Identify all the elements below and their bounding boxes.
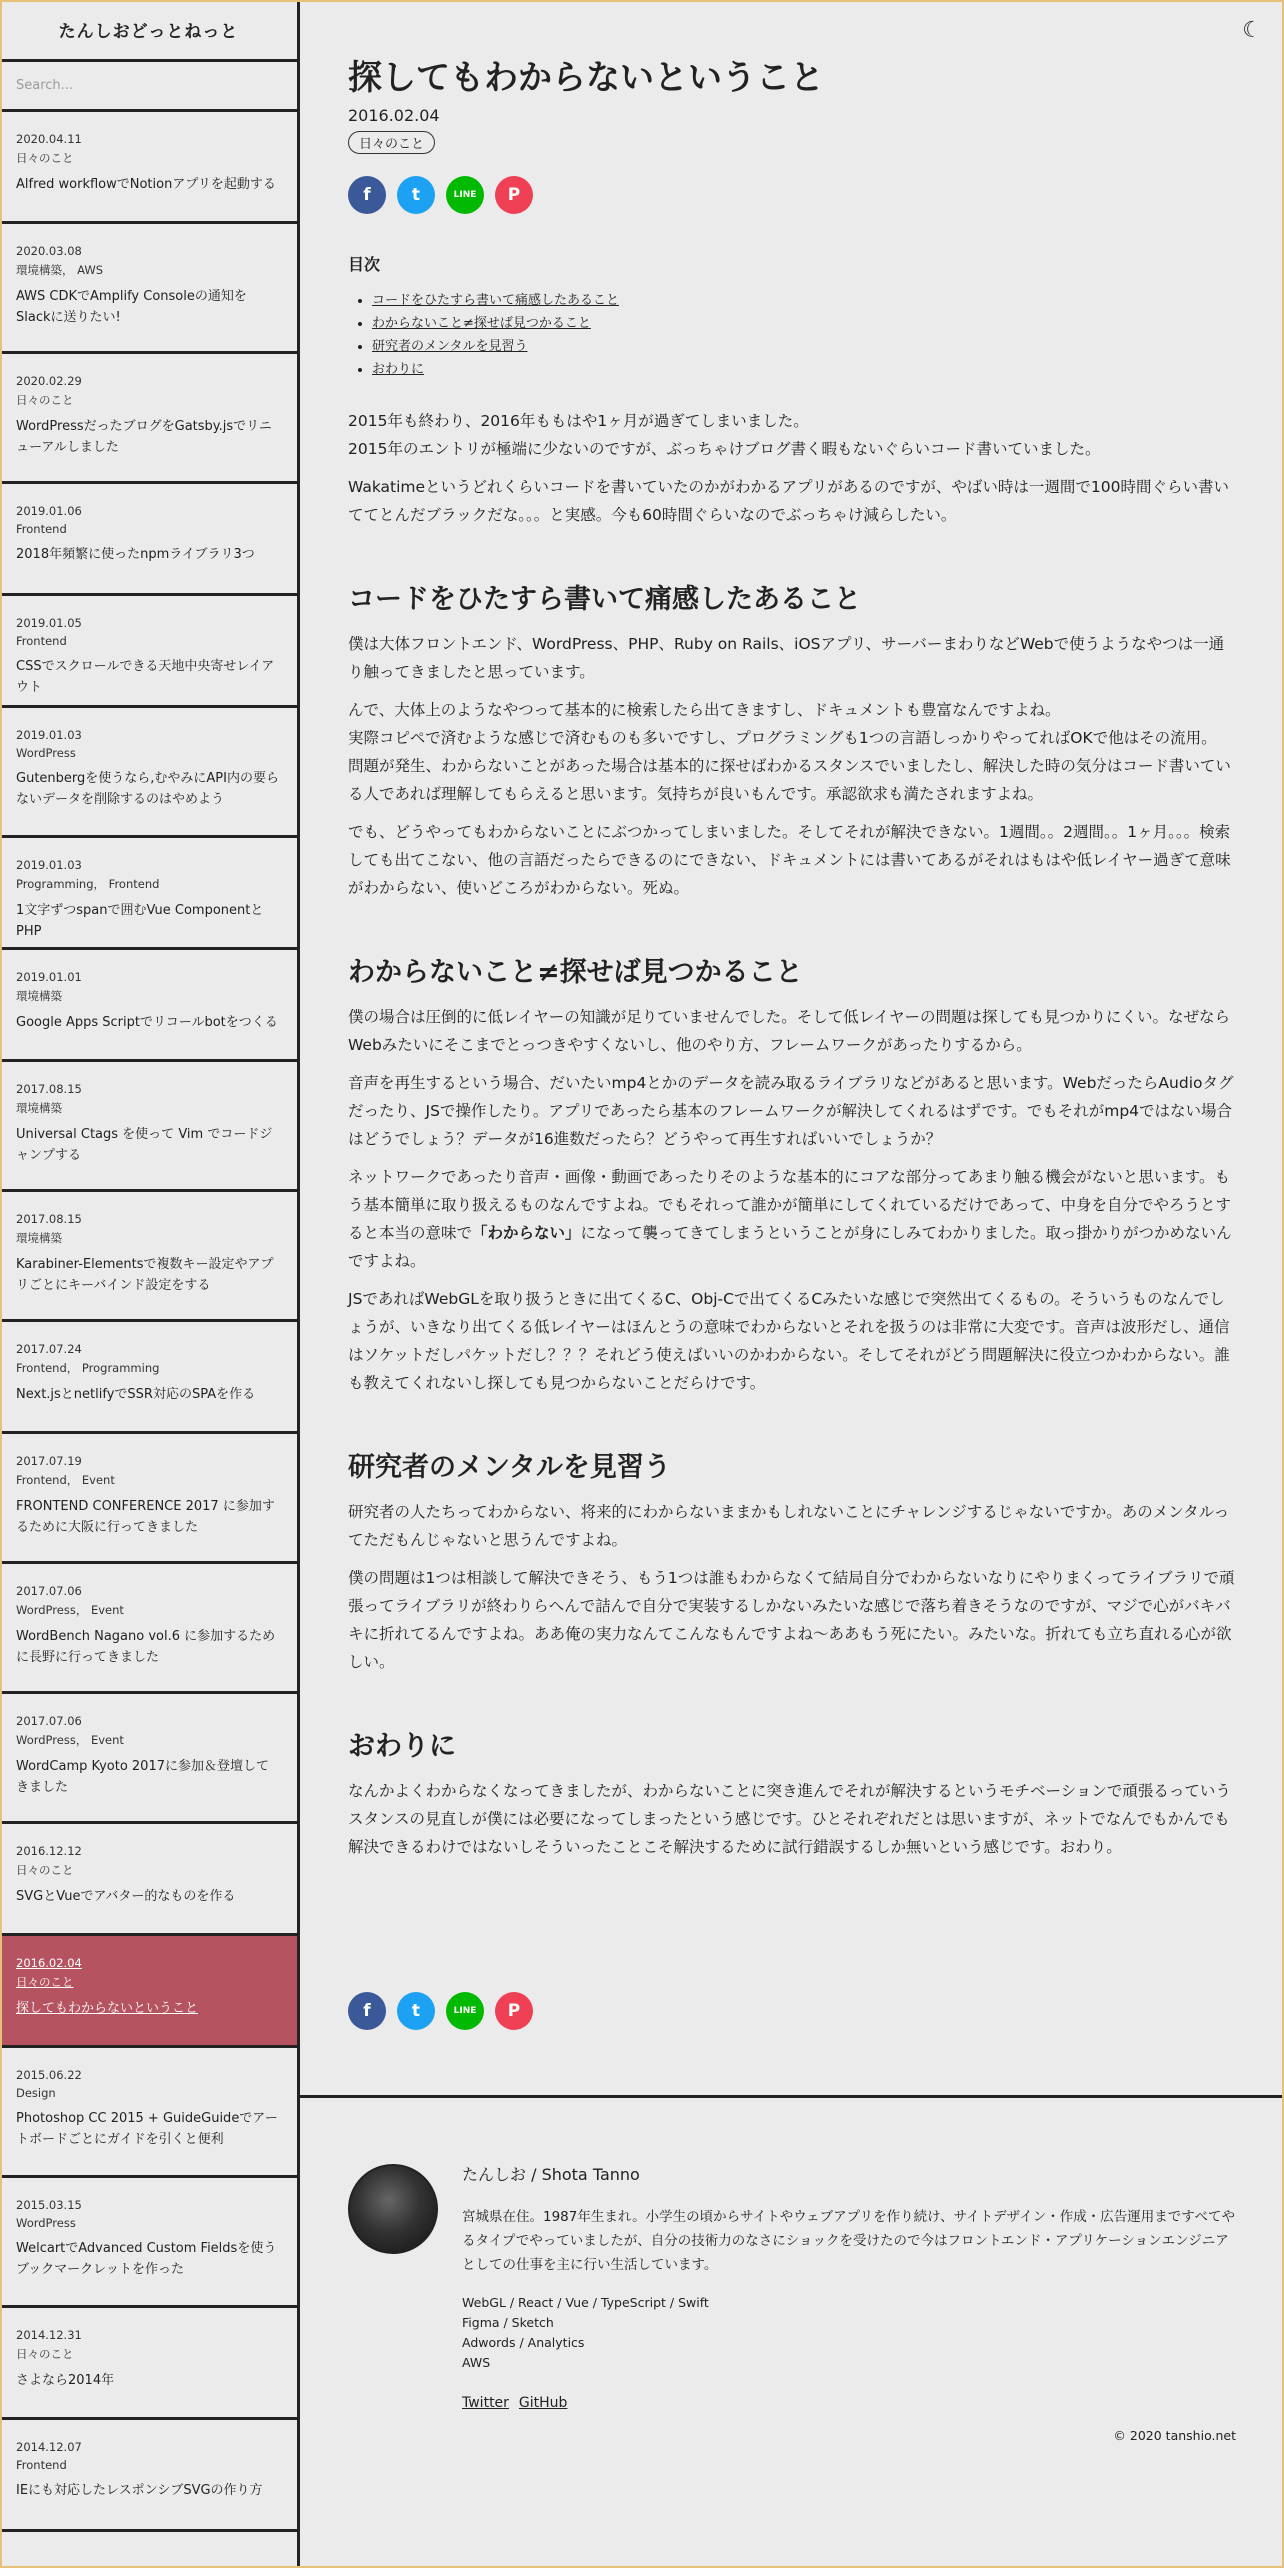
post-title: IEにも対応したレスポンシブSVGの作り方 <box>16 2483 263 2498</box>
post-date: 2019.01.06 <box>16 504 82 518</box>
moon-icon[interactable]: ☾ <box>1242 18 1262 43</box>
search-input[interactable] <box>16 78 281 93</box>
post-category: WordPress <box>16 746 76 760</box>
post-category: Frontend， Event <box>16 1473 115 1487</box>
post-category: 日々のこと <box>16 2347 74 2361</box>
share-buttons-bottom <box>348 1992 533 2030</box>
sidebar-post-item[interactable] <box>0 2048 297 2178</box>
post-title: Next.jsとnetlifyでSSR対応のSPAを作る <box>16 1387 256 1402</box>
post-category: 環境構築， AWS <box>16 263 104 277</box>
sidebar-post-item[interactable] <box>0 708 297 838</box>
post-category: Design <box>16 2086 56 2100</box>
post-date: 2017.07.06 <box>16 1714 82 1728</box>
author-info <box>462 2162 1236 2411</box>
post-title: 1文字ずつspanで囲むVue ComponentとPHP <box>16 903 264 939</box>
post-title: Universal Ctags を使って Vim でコードジャンプする <box>16 1127 273 1163</box>
paragraph: 僕は大体フロントエンド、WordPress、PHP、Ruby on Rails、iOSアプリ、サーバーまわりなどWebで使うようなやつは一通り触ってきましたと思っています。 <box>348 635 1225 682</box>
emphasis: 「わからない」 <box>472 1224 581 1243</box>
post-date: 2016.02.04 <box>16 1956 82 1970</box>
paragraph: Wakatimeというどれくらいコードを書いていたのかがわかるアプリがあるのですが、やばい時は一週間で100時間ぐらい書いててとんだブラックだな。。。と実感。今も60時間ぐらいなのでぶっちゃけ減らしたい。 <box>348 478 1230 525</box>
post-category: 環境構築 <box>16 1101 62 1115</box>
post-date: 2017.07.19 <box>16 1454 82 1468</box>
paragraph: 音声を再生するという場合、だいたいmp4とかのデータを読み取るライブラリなどがあると思います。WebだったらAudioタグだったり、JSで操作したり。アプリであったら基本のフレームワークが解決してくれるはずです。でもそれがmp4ではない場合はどうでしょう？データが16進数だったら？どうやって再生すればいいでしょうか？ <box>348 1074 1234 1149</box>
facebook-share-icon[interactable]: f <box>348 1992 386 2030</box>
search-box <box>0 62 297 112</box>
sidebar-post-item[interactable] <box>0 1694 297 1824</box>
social-links <box>462 2395 1236 2411</box>
skill-line: Adwords / Analytics <box>462 2335 585 2350</box>
sidebar-post-item[interactable] <box>0 1322 297 1434</box>
paragraph: でも、どうやってもわからないことにぶつかってしまいました。そしてそれが解決できない。1週間。。2週間。。1ヶ月。。。検索しても出てこない、他の言語だったらできるのにできない、ドキュメントには書いてあるがそれはもはや低レイヤー過ぎて意味がわからない、使いどころがわからない。死ぬ。 <box>348 823 1231 898</box>
author-bio: 宮城県在住。1987年生まれ。小学生の頃からサイトやウェブアプリを作り続け、サイトデザイン・作成・広告運用まですべてやるタイプでやっていましたが、自分の技術力のなさにショックを受けたので今はフロントエンド・アプリケーションエンジニアとしての仕事を主に行い生活しています。 <box>462 2209 1235 2273</box>
skill-line: AWS <box>462 2355 491 2370</box>
paragraph: 僕の場合は圧倒的に低レイヤーの知識が足りていませんでした。そして低レイヤーの問題は探しても見つかりにくい。なぜならWebみたいにそこまでとっつきやすくないし、他のやり方、フレームワークがあったりするから。 <box>348 1008 1230 1055</box>
post-category: WordPress， Event <box>16 1603 124 1617</box>
post-date: 2019.01.03 <box>16 728 82 742</box>
sidebar-post-item[interactable] <box>0 484 297 596</box>
article <box>348 56 1236 1871</box>
post-date: 2017.08.15 <box>16 1212 82 1226</box>
post-category: 環境構築 <box>16 1231 62 1245</box>
post-title: AWS CDKでAmplify Consoleの通知をSlackに送りたい! <box>16 289 247 325</box>
sidebar-post-item[interactable] <box>0 1192 297 1322</box>
section-heading: 研究者のメンタルを見習う <box>348 1452 671 1484</box>
section-heading: コードをひたすら書いて痛感したあること <box>348 584 861 616</box>
toc-heading: 目次 <box>348 255 381 275</box>
sidebar-post-item[interactable] <box>0 950 297 1062</box>
post-date: 2020.04.11 <box>16 132 82 146</box>
section-heading: わからないこと≠探せば見つかること <box>348 957 803 989</box>
post-date: 2017.07.24 <box>16 1342 82 1356</box>
sidebar-post-item[interactable] <box>0 2178 297 2308</box>
post-date: 2019.01.05 <box>16 616 82 630</box>
post-date: 2016.12.12 <box>16 1844 82 1858</box>
post-title: 探してもわからないということ <box>16 2001 199 2016</box>
category-tag[interactable]: 日々のこと <box>348 131 435 154</box>
article-date: 2016.02.04 <box>348 106 440 126</box>
post-category: Frontend <box>16 634 67 648</box>
post-date: 2015.03.15 <box>16 2198 82 2212</box>
post-category: 環境構築 <box>16 989 62 1003</box>
post-category: 日々のこと <box>16 1975 74 1989</box>
sidebar-post-item[interactable] <box>0 1062 297 1192</box>
post-date: 2020.02.29 <box>16 374 82 388</box>
toc-link[interactable]: • おわりに <box>372 358 1236 381</box>
post-category: Frontend <box>16 522 67 536</box>
sidebar-post-item[interactable] <box>0 354 297 484</box>
toc-link[interactable]: • コードをひたすら書いて痛感したあること <box>372 289 1236 312</box>
pocket-share-icon[interactable]: P <box>495 1992 533 2030</box>
copyright: © 2020 tanshio.net <box>1113 2428 1236 2443</box>
post-category: Programming， Frontend <box>16 877 160 891</box>
post-title: WordPressだったブログをGatsby.jsでリニューアルしました <box>16 419 272 455</box>
paragraph: 2015年も終わり、2016年ももはや1ヶ月が過ぎてしまいました。 2015年のエントリが極端に少ないのですが、ぶっちゃけブログ書く暇もないぐらいコード書いていました。 <box>348 412 1101 459</box>
sidebar-post-item[interactable] <box>0 596 297 708</box>
post-category: Frontend， Programming <box>16 1361 160 1375</box>
post-title: さよなら2014年 <box>16 2373 115 2388</box>
pocket-share-icon[interactable]: P <box>495 176 533 214</box>
post-date: 2014.12.07 <box>16 2440 82 2454</box>
post-title: Alfred workflowでNotionアプリを起動する <box>16 177 276 192</box>
post-category: WordPress <box>16 2216 76 2230</box>
avatar <box>348 2164 438 2254</box>
post-title: Gutenbergを使うなら,むやみにAPI内の要らないデータを削除するのはやめよう <box>16 771 279 807</box>
facebook-share-icon[interactable]: f <box>348 176 386 214</box>
toc-link[interactable]: • 研究者のメンタルを見習う <box>372 335 1236 358</box>
paragraph: 研究者の人たちってわからない、将来的にわからないままかもしれないことにチャレンジするじゃないですか。あのメンタルってただもんじゃないと思うんですよね。 <box>348 1503 1230 1550</box>
sidebar-post-item[interactable] <box>0 1936 297 2048</box>
line-share-icon[interactable]: LINE <box>446 1992 484 2030</box>
author-profile <box>300 2095 1284 2568</box>
share-buttons-top <box>348 176 1236 214</box>
post-category: 日々のこと <box>16 1863 74 1877</box>
sidebar-post-item[interactable] <box>0 1564 297 1694</box>
sidebar-post-item[interactable] <box>0 2308 297 2420</box>
post-title: WelcartでAdvanced Custom Fieldsを使うブックマークレットを作った <box>16 2241 277 2277</box>
post-title: Photoshop CC 2015 + GuideGuideでアートボードごとにガイドを引くと便利 <box>16 2111 278 2147</box>
paragraph: ネットワークであったり音声・画像・動画であったりそのような基本的にコアな部分ってあまり触る機会がないと思います。もう基本簡単に取り扱えるものなんですよね。でもそれって誰かが簡単にしてくれているだけであって、中身を自分でやろうとすると本当の意味で「わからない」になって襲ってきてしまうということが身にしみてわかりました。取っ掛かりがつかめないんですよね。 <box>348 1168 1232 1271</box>
section-heading: おわりに <box>348 1731 456 1763</box>
table-of-contents <box>348 289 1236 381</box>
post-title: CSSでスクロールできる天地中央寄せレイアウト <box>16 659 275 695</box>
github-link[interactable]: GitHub <box>518 2395 568 2411</box>
sidebar-post-item[interactable] <box>0 838 297 950</box>
paragraph: JSであればWebGLを取り扱うときに出てくるC、Obj-Cで出てくるCみたいな感じで突然出てくるもの。そういうものなんでしょうが、いきなり出てくる低レイヤーはほんとうの意味でわからないとそれを扱うのは非常に大変です。音声は波形だし、通信はソケットだしパケットだし？？？それどう使えばいいのかわからない。そしてそれがどう問題解決に役立つかわからない。誰も教えてくれないし探しても見つからないことだらけです。 <box>348 1290 1230 1393</box>
post-title: Karabiner-Elementsで複数キー設定やアプリごとにキーバインド設定をする <box>16 1257 274 1293</box>
paragraph: 僕の問題は1つは相談して解決できそう、もう1つは誰もわからなくて結局自分でわからないなりにやりまくってライブラリで頑張ってライブラリが終わりらへんで詰んで自分で実装するしかないみたいな感じで落ち着きそうなのですが、マジで心がバキバキに折れてるんですよね。ああ俺の実力なんてこんなもんですよね〜ああもう死にたい。みたいな。折れても立ち直れる心が欲しい。 <box>348 1569 1235 1672</box>
sidebar-post-item[interactable] <box>0 112 297 224</box>
sidebar-post-item[interactable] <box>0 2420 297 2532</box>
post-date: 2019.01.03 <box>16 858 82 872</box>
post-date: 2017.07.06 <box>16 1584 82 1598</box>
sidebar-post-item[interactable] <box>0 1434 297 1564</box>
post-date: 2019.01.01 <box>16 970 82 984</box>
article-title: 探してもわからないということ <box>348 58 824 98</box>
post-date: 2020.03.08 <box>16 244 82 258</box>
post-category: 日々のこと <box>16 151 74 165</box>
post-category: 日々のこと <box>16 393 74 407</box>
post-list <box>0 112 297 2532</box>
post-title: FRONTEND CONFERENCE 2017 に参加するために大阪に行ってきました <box>16 1499 275 1535</box>
sidebar-post-item[interactable] <box>0 224 297 354</box>
twitter-share-icon[interactable]: t <box>397 176 435 214</box>
author-name: たんしお / Shota Tanno <box>462 2165 640 2184</box>
paragraph: なんかよくわからなくなってきましたが、わからないことに突き進んでそれが解決するというモチベーションで頑張るっていうスタンスの見直しが僕には必要になってしまったという感じです。ひとそれぞれだとは思いますが、ネットでなんでもかんでも解決できるわけではないしそういったことこそ解決するために試行錯誤するしか無いという感じです。おわり。 <box>348 1782 1231 1857</box>
toc-link[interactable]: • わからないこと≠探せば見つかること <box>372 312 1236 335</box>
post-title: WordBench Nagano vol.6 に参加するために長野に行ってきました <box>16 1629 276 1665</box>
line-share-icon[interactable]: LINE <box>446 176 484 214</box>
post-date: 2015.06.22 <box>16 2068 82 2082</box>
post-category: Frontend <box>16 2458 67 2472</box>
author-skills <box>462 2293 1236 2373</box>
twitter-share-icon[interactable]: t <box>397 1992 435 2030</box>
sidebar <box>0 0 300 2568</box>
post-title: 2018年頻繁に使ったnpmライブラリ3つ <box>16 547 255 562</box>
post-date: 2017.08.15 <box>16 1082 82 1096</box>
sidebar-post-item[interactable] <box>0 1824 297 1936</box>
skill-line: WebGL / React / Vue / TypeScript / Swift <box>462 2295 709 2310</box>
main-content <box>300 0 1284 2095</box>
site-title[interactable]: たんしおどっとねっと <box>0 0 297 62</box>
post-date: 2014.12.31 <box>16 2328 82 2342</box>
post-category: WordPress， Event <box>16 1733 124 1747</box>
skill-line: Figma / Sketch <box>462 2315 554 2330</box>
post-title: SVGとVueでアバター的なものを作る <box>16 1889 236 1904</box>
post-title: WordCamp Kyoto 2017に参加＆登壇してきました <box>16 1759 269 1795</box>
twitter-link[interactable]: Twitter <box>462 2395 509 2411</box>
paragraph: んで、大体上のようなやつって基本的に検索したら出てきますし、ドキュメントも豊富なんですよね。 実際コピペで済むような感じで済むものも多いですし、プログラミングも1つの言語しっかりやってればOKで他はその流用。 問題が発生、わからないことがあった場合は基本的に探せばわかるスタンスでいましたし、解決した時の気分はコード書いている人であれば理解してもらえると思います。気持ちが良いもんです。承認欲求も満たされますよね。 <box>348 701 1231 804</box>
post-title: Google Apps Scriptでリコールbotをつくる <box>16 1015 278 1030</box>
